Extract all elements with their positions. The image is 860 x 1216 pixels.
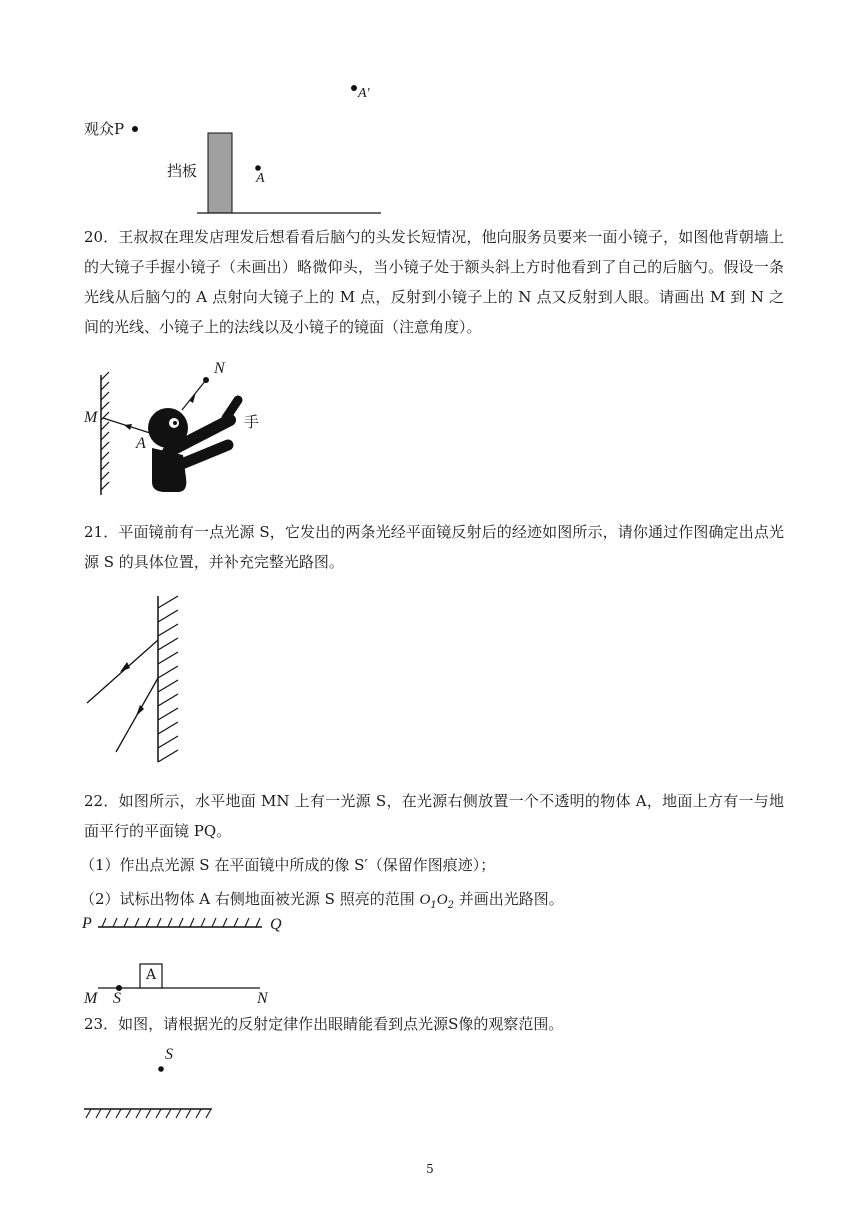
question-22-item-2: （2）试标出物体 A 右侧地面被光源 S 照亮的范围 $O_1O_2$ 并画出光路图。: [80, 890, 564, 911]
label-hand: 手: [244, 413, 260, 431]
label-m: M: [84, 990, 98, 1007]
question-20-text: 20．王叔叔在理发店理发后想看看后脑勺的头发长短情况，他向服务员要来一面小镜子，如图他背朝墙上的大镜子手握小镜子（未画出）略微仰头，当小镜子处于额头斜上方时他看到了自己的后脑勺。假设一条光线从后脑勺的 A 点射向大镜子上的 M 点，反射到小镜子上的 N 点又反射到人眼。请画出 M 到 N 之间的光线、小镜子上的法线以及小镜子的镜面（注意角度）。: [84, 228, 784, 336]
label-s: S: [165, 1046, 173, 1063]
label-n: N: [257, 990, 268, 1007]
question-22-item-1: （1）作出点光源 S 在平面镜中所成的像 S′（保留作图痕迹）；: [80, 856, 496, 874]
label-p: P: [82, 915, 92, 932]
label-audience: 观众P: [84, 120, 125, 138]
label-m: M: [84, 409, 98, 426]
page-number: 5: [426, 1162, 434, 1176]
label-board: 挡板: [167, 162, 198, 180]
label-a: A: [256, 171, 265, 186]
question-21-text: 21．平面镜前有一点光源 S，它发出的两条光经平面镜反射后的经迹如图所示，请你通过作图确定出点光源 S 的具体位置，并补充完整光路图。: [84, 523, 784, 571]
label-q: Q: [270, 916, 282, 933]
question-22-text: 22．如图所示，水平地面 MN 上有一光源 S，在光源右侧放置一个不透明的物体 A，地面上方有一与地面平行的平面镜 PQ。: [84, 792, 784, 840]
label-object-a: A: [146, 967, 157, 983]
label-s: S: [113, 990, 121, 1007]
point-s: [158, 1066, 164, 1072]
label-a-prime: A′: [358, 86, 370, 101]
label-a: A: [136, 435, 146, 452]
question-23-text: 23．如图，请根据光的反射定律作出眼睛能看到点光源S像的观察范围。: [84, 1015, 564, 1033]
label-n: N: [214, 360, 225, 377]
